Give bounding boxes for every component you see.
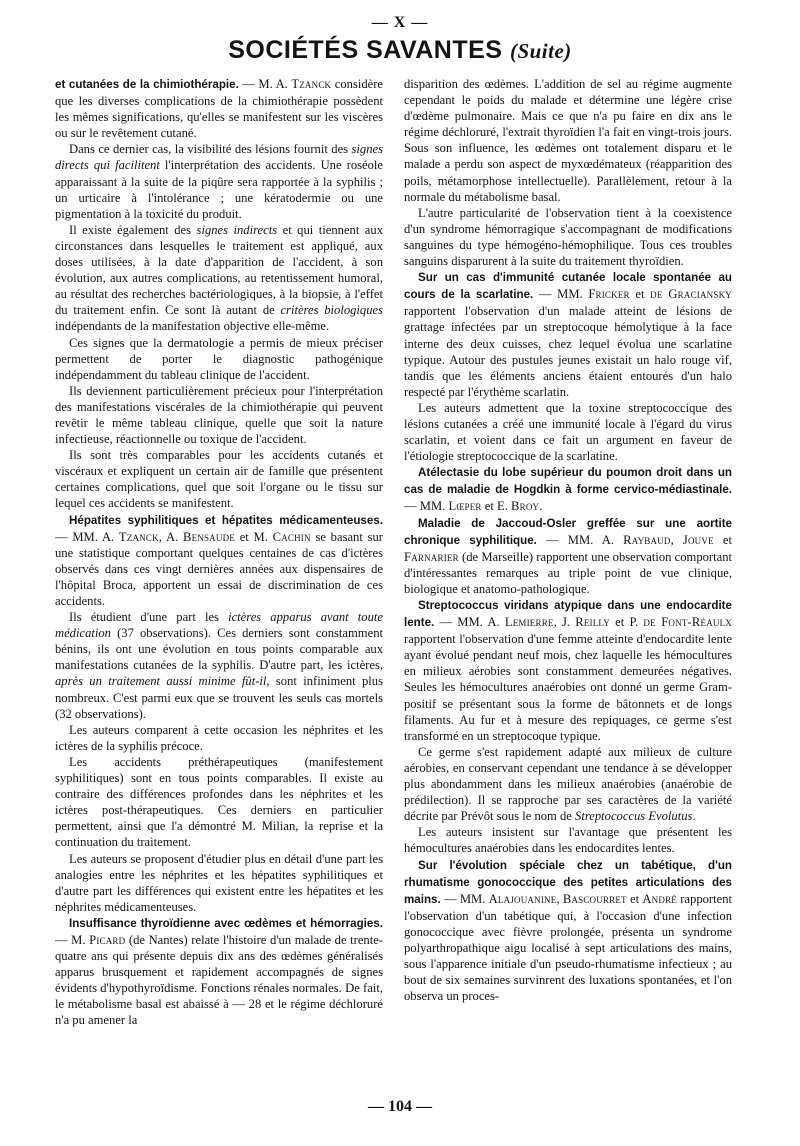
text: , J. (553, 615, 576, 630)
emphasis: signes indirects (196, 222, 278, 237)
paragraph: Les auteurs insistent sur l'avantage que présentent les hémocultures anaérobies dans les endocardites lentes. (404, 825, 732, 856)
text: rapportent l'observation d'un malade atteint de lésions de grattage infectées par un streptocoque hémolytique à la face interne des deux cuisses, chez lequel évolua une scarlatine typique. Autour des pustules jeunes existait un halo rouge vif, tandis que les éléments anciens étaient entourés d'un halo respecté par l'érythème scarlatin. (404, 304, 732, 399)
author-name: Jouve (682, 532, 714, 547)
paragraph: Ils deviennent particulièrement précieux pour l'interprétation des manifestations viscérales de la chimiothérapie qui peuvent revêtir le même tableau clinique, quelle que soit la nature infectieuse, réactionnelle ou toxique de l'accident. (55, 383, 383, 447)
text: — MM. A. (434, 615, 505, 630)
paragraph (55, 512, 383, 610)
author-name: Tzanck (118, 529, 159, 544)
paragraph: disparition des œdèmes. L'addition de sel au régime augmente cependant le poids du malade et détermine une légère crise d'œdème pulmonaire. Mais ce que n'a pu faire en dix ans le régime déchloruré, l'extrait thyroïdien l'a fait en vingt-trois jours. Sous son influence, les œdèmes ont totalement disparu et le malade a perdu son aspect de myxœdémateux (réapparition des poils, métamorphose intellectuelle). Parallèlement, retour à la normale du métabolisme basal. (404, 77, 732, 204)
paragraph (404, 464, 732, 514)
text: rapportent l'observation d'un tabétique qui, à l'occasion d'une infection gonococcique avec fièvre prolongée, présenta un syndrome polyarthropathique aigu localisé à sept articulations des mains, sous l'apparence initiale d'un pseudo-rhumatisme infectieux ; au bout de six semaines survinrent des luxations spontanées, et l'on observa un proces- (404, 891, 732, 1004)
text: . (539, 499, 543, 514)
text: , (670, 532, 683, 547)
text: — MM. (440, 891, 489, 906)
emphasis: ictères apparus avant toute médication (55, 610, 383, 641)
author-name: Lœper (448, 499, 482, 514)
paragraph: Les auteurs admettent que la toxine streptococcique des lésions cutanées a créé une immunité locale à l'égard du virus scarlatin, et voient dans ce fait un argument en faveur de l'étiologie streptococcique de la scarlatine. (404, 400, 732, 464)
page-number: — 104 — (368, 1098, 432, 1115)
text: — M. (55, 932, 90, 947)
text: et (713, 532, 732, 547)
section-title (0, 36, 800, 65)
abstract-heading: Atélectasie du lobe supérieur du poumon droit dans un cas de maladie de Hogdkin à forme cervico-médiastinale. (404, 466, 732, 497)
author-name: Broy (511, 499, 540, 514)
author-name: Picard (89, 932, 126, 947)
paragraph: Les auteurs se proposent d'étudier plus en détail d'une part les analogies entre les néphrites et les hépatites syphilitiques et d'autre part les différences qui existent entre les hépatites et les néphrites médicamenteuses. (55, 851, 383, 914)
text: et qui tiennent aux circonstances dans lesquelles le traitement est appliqué, aux doses utilisées, à la date d'apparition de l'accident, à son évolution, aux autres complications, au retentissement humoral, au résultat des recherches bactériologiques, à la biopsie, à l'effet du traitement enfin. Ce sont là autant de (55, 222, 383, 318)
text: et M. (234, 529, 273, 544)
paragraph (55, 609, 383, 722)
text: — MM. (533, 287, 589, 302)
text: se basant sur une statistique comportant quelques centaines de cas d'ictères observés dans ces vingt dernières années aux dispensaires de l'hôpital Broca, apportent un essai de discrimination de ces accidents. (55, 529, 383, 608)
abstract-heading: Hépatites syphilitiques et hépatites médicamenteuses. (69, 513, 383, 527)
text: rapportent l'observation d'une femme atteinte d'endocardite lente ayant évolué pendant neuf mois, chez laquelle les hémocultures en milieux aérobies sont constamment demeurées négatives. Seules les hémocultures anaérobies ont donné un germe Gram-positif se présentant sous la forme de bâtonnets et de longs filaments. Au fur et à mesure des repiquages, ce germe s'est transformé en un streptocoque typique. (404, 632, 732, 743)
author-name: de Font-Réaulx (643, 615, 732, 630)
left-column (55, 76, 383, 1096)
author-name: Fricker (588, 287, 630, 302)
paragraph: Les accidents préthérapeutiques (manifestement syphilitiques) sont en tous points comparables. Il existe au contraire des différences profondes dans les néphrites et les ictères post-thérapeutiques. Ces derniers en particulier permettent, ainsi que l'a démontré M. Milian, la reprise et la continuation du traitement. (55, 754, 383, 850)
text: (de Marseille) rapportent une observation comportant d'intéressantes remarques au triple point de vue clinique, biologique et anatomo-pathologique. (404, 549, 732, 596)
text: , (556, 891, 563, 906)
paragraph: Ces signes que la dermatologie a permis de mieux préciser permettent de porter le diagnostic pathogénique indépendamment du tableau clinique de l'accident. (55, 335, 383, 382)
paragraph: L'autre particularité de l'observation tient à la coexistence d'un syndrome hémorragique s'accompagnant de modifications sanguines du type hémogéno-hémophilique. Tous ces troubles sanguins disparurent à la suite du traitement thyroïdien. (404, 205, 732, 269)
text: Ils étudient d'une part les (69, 610, 229, 625)
paragraph (404, 857, 732, 1005)
text: et P. (609, 615, 644, 630)
page-roman-numeral: — X — (371, 14, 429, 31)
text: indépendants de la manifestation objective elle-même. (55, 319, 330, 334)
text: . (692, 809, 696, 824)
emphasis: signes directs qui facilitent (55, 142, 383, 173)
paragraph: Ils sont très comparables pour les accidents cutanés et viscéraux et expliquent un certain air de famille que présentent certaines complications, quel que soit l'organe ou le tissu sur lequel ces accidents se manifestent. (55, 448, 383, 511)
emphasis: après un traitement aussi minime fût-il (55, 674, 267, 689)
text: — MM. A. (55, 529, 119, 544)
paragraph (404, 269, 732, 400)
emphasis: Streptococcus Evolutus (575, 809, 693, 824)
paragraph (55, 915, 383, 1029)
text: , sont infiniment plus nombreux. C'est parmi eux que se trouvent les seuls cas mortels (32 observations). (55, 674, 383, 721)
section-title-text: SOCIÉTÉS SAVANTES (228, 36, 503, 64)
abstract-heading: et cutanées de la chimiothérapie. (55, 78, 239, 91)
author-name: Tzanck (291, 77, 332, 91)
author-name: Farnarier (404, 549, 459, 564)
text: et (629, 287, 651, 302)
author-name: Reilly (575, 615, 610, 630)
abstract-heading: Sur un cas d'immunité cutanée locale spontanée au cours de la scarlatine. (404, 271, 732, 302)
author-name: André (642, 891, 677, 906)
right-column (404, 76, 732, 1096)
abstract-heading: Sur l'évolution spéciale chez un tabétique, d'un rhumatisme gonococcique des petites articulations des mains. (404, 858, 732, 906)
author-name: Bascourret (562, 891, 627, 906)
author-name: Cachin (272, 529, 311, 544)
author-name: Alajouanine (488, 891, 557, 906)
text: (37 observations). Ces derniers sont constamment bénins, ils ont une évolution en tous points comparable aux manifestations cutanées de la syphilis. D'autre part, les ictères, (55, 626, 383, 673)
section-title-suite: (Suite) (509, 39, 572, 63)
paragraph (404, 515, 732, 597)
text: et (626, 891, 643, 906)
paragraph (404, 597, 732, 744)
text: considère que les diverses complications de la chimiothérapie possèdent les mêmes significations, qu'elles se manifestent sur les viscères ou sur le revêtement cutané. (55, 77, 383, 141)
paragraph (404, 744, 732, 824)
text: — MM. (404, 499, 449, 514)
emphasis: critères biologiques (280, 303, 383, 318)
text: et E. (481, 499, 512, 514)
author-name: Lemierre (504, 615, 554, 630)
text: l'interprétation des accidents. Une roséole apparaissant à la suite de la piqûre sera rapportée à la syphilis ; un urticaire à l'intolérance ; une kératodermie ou une pigmentation à la toxicité du produit. (55, 158, 383, 221)
abstract-heading: Maladie de Jaccoud-Osler greffée sur une aortite chronique syphilitique. (404, 516, 732, 547)
text: — M. A. (238, 77, 292, 91)
text: Dans ce dernier cas, la visibilité des lésions fournit des (69, 142, 352, 157)
text: , A. (158, 529, 183, 544)
text: (de Nantes) relate l'histoire d'un malade de trente-quatre ans qui présente depuis dix ans des œdèmes généralisés apparus brusquement et rapidement accompagnés de signes évidents d'hypothyroïdisme. Fonctions rénales normales. De fait, le métabolisme basal est abaissé à — 28 et le régime déchloruré n'a pu amener la (55, 932, 383, 1028)
author-name: de Graciansky (650, 287, 732, 302)
paragraph (55, 76, 383, 141)
abstract-heading: Streptococcus viridans atypique dans une endocardite lente. (404, 599, 732, 630)
author-name: Raybaud (623, 532, 671, 547)
paragraph: Les auteurs comparent à cette occasion les néphrites et les ictères de la syphilis précoce. (55, 722, 383, 753)
author-name: Bensaude (182, 529, 235, 544)
text: Il existe également des (69, 222, 197, 237)
abstract-heading: Insuffisance thyroïdienne avec œdèmes et hémorragies. (69, 916, 383, 930)
paragraph (55, 141, 383, 221)
text: — MM. A. (536, 532, 624, 547)
paragraph (55, 222, 383, 335)
text: Ce germe s'est rapidement adapté aux milieux de culture aérobies, en conservant cependant une tendance à se développer plus abondamment dans les milieux anaérobies (anaérobie de prédilection). Il se rapproche par ses caractères de la variété décrite par Prévôt sous le nom de (404, 744, 732, 824)
